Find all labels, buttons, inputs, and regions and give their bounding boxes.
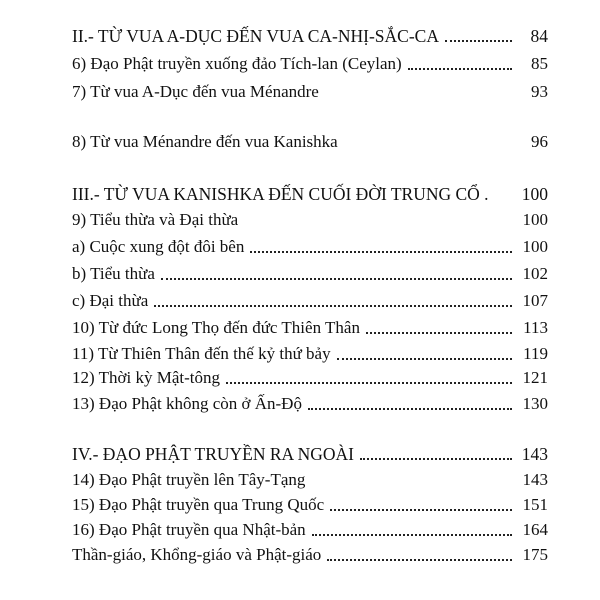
toc-entry-page: 93	[531, 82, 548, 101]
dot-leader	[337, 358, 512, 360]
dot-leader	[226, 382, 512, 384]
toc-entry-title: c) Đại thừa	[72, 291, 149, 310]
dot-leader	[312, 534, 512, 536]
toc-entry-title: 16) Đạo Phật truyền qua Nhật-bản	[72, 520, 306, 539]
toc-entry-page: 119	[523, 344, 548, 363]
toc-entry-page: 84	[530, 26, 548, 46]
toc-entry-page: 100	[522, 237, 548, 256]
toc-entry-page: 151	[522, 495, 548, 514]
dot-leader	[308, 408, 512, 410]
toc-entry-title: 10) Từ đức Long Thọ đến đức Thiên Thân	[72, 318, 360, 337]
toc-entry-title: II.- TỪ VUA A-DỤC ĐẾN VUA CA-NHỊ-SẮC-CA	[72, 26, 439, 46]
toc-entry-page: 143	[522, 470, 548, 489]
toc-entry-page: 175	[522, 545, 548, 564]
toc-entry-page: 143	[521, 444, 548, 464]
toc-entry-section-ii	[72, 22, 548, 46]
toc-entry-page: 100	[521, 184, 548, 204]
toc-entry	[72, 491, 548, 515]
dot-leader	[154, 305, 512, 307]
toc-entry-title: 7) Từ vua A-Dục đến vua Ménandre	[72, 82, 319, 101]
toc-entry-page: 113	[523, 318, 548, 337]
toc-entry	[72, 390, 548, 414]
dot-leader	[366, 332, 512, 334]
dot-leader	[445, 40, 512, 42]
toc-entry	[72, 287, 548, 311]
toc-entry	[72, 466, 548, 490]
toc-entry-page: 107	[522, 291, 548, 310]
toc-entry-title: 6) Đạo Phật truyền xuống đảo Tích-lan (Ceylan)	[72, 54, 402, 73]
toc-entry	[72, 364, 548, 388]
toc-entry-title: 15) Đạo Phật truyền qua Trung Quốc	[72, 495, 325, 514]
toc-entry-section-iii	[72, 180, 548, 204]
toc-entry-page: 130	[522, 394, 548, 413]
toc-entry	[72, 260, 548, 284]
dot-leader	[330, 509, 512, 511]
toc-entry	[72, 516, 548, 540]
toc-entry	[72, 233, 548, 257]
toc-entry-title: Thần-giáo, Khổng-giáo và Phật-giáo	[72, 545, 322, 564]
toc-entry-page: 121	[522, 368, 548, 387]
toc-entry	[72, 314, 548, 338]
dot-leader	[250, 251, 512, 253]
toc-entry-page: 96	[531, 132, 548, 151]
toc-entry-title: b) Tiểu thừa	[72, 264, 155, 283]
toc-entry	[72, 78, 548, 102]
toc-entry-title: IV.- ĐẠO PHẬT TRUYỀN RA NGOÀI	[72, 444, 354, 464]
toc-entry-section-iv	[72, 440, 548, 464]
dot-leader	[161, 278, 512, 280]
dot-leader	[408, 68, 512, 70]
toc-entry-page: 102	[522, 264, 548, 283]
toc-entry	[72, 541, 548, 565]
toc-entry-title: a) Cuộc xung đột đôi bên	[72, 237, 245, 256]
toc-entry	[72, 50, 548, 74]
dot-leader	[360, 458, 512, 460]
toc-entry-page: 164	[522, 520, 548, 539]
toc-entry-title: 13) Đạo Phật không còn ở Ấn-Độ	[72, 394, 302, 413]
toc-entry-page: 100	[522, 210, 548, 229]
toc-entry-title: 8) Từ vua Ménandre đến vua Kanishka	[72, 132, 338, 151]
toc-entry-title: III.- TỪ VUA KANISHKA ĐẾN CUỐI ĐỜI TRUNG CỔ .	[72, 184, 489, 204]
toc-entry-title: 14) Đạo Phật truyền lên Tây-Tạng	[72, 470, 306, 489]
toc-entry	[72, 206, 548, 230]
toc-entry-page: 85	[531, 54, 548, 73]
toc-entry	[72, 340, 548, 364]
toc-entry-title: 11) Từ Thiên Thân đến thế kỷ thứ bảy	[72, 344, 331, 363]
toc-entry	[72, 128, 548, 152]
toc-entry-title: 9) Tiểu thừa và Đại thừa	[72, 210, 239, 229]
dot-leader	[327, 559, 512, 561]
toc-entry-title: 12) Thời kỳ Mật-tông	[72, 368, 220, 387]
